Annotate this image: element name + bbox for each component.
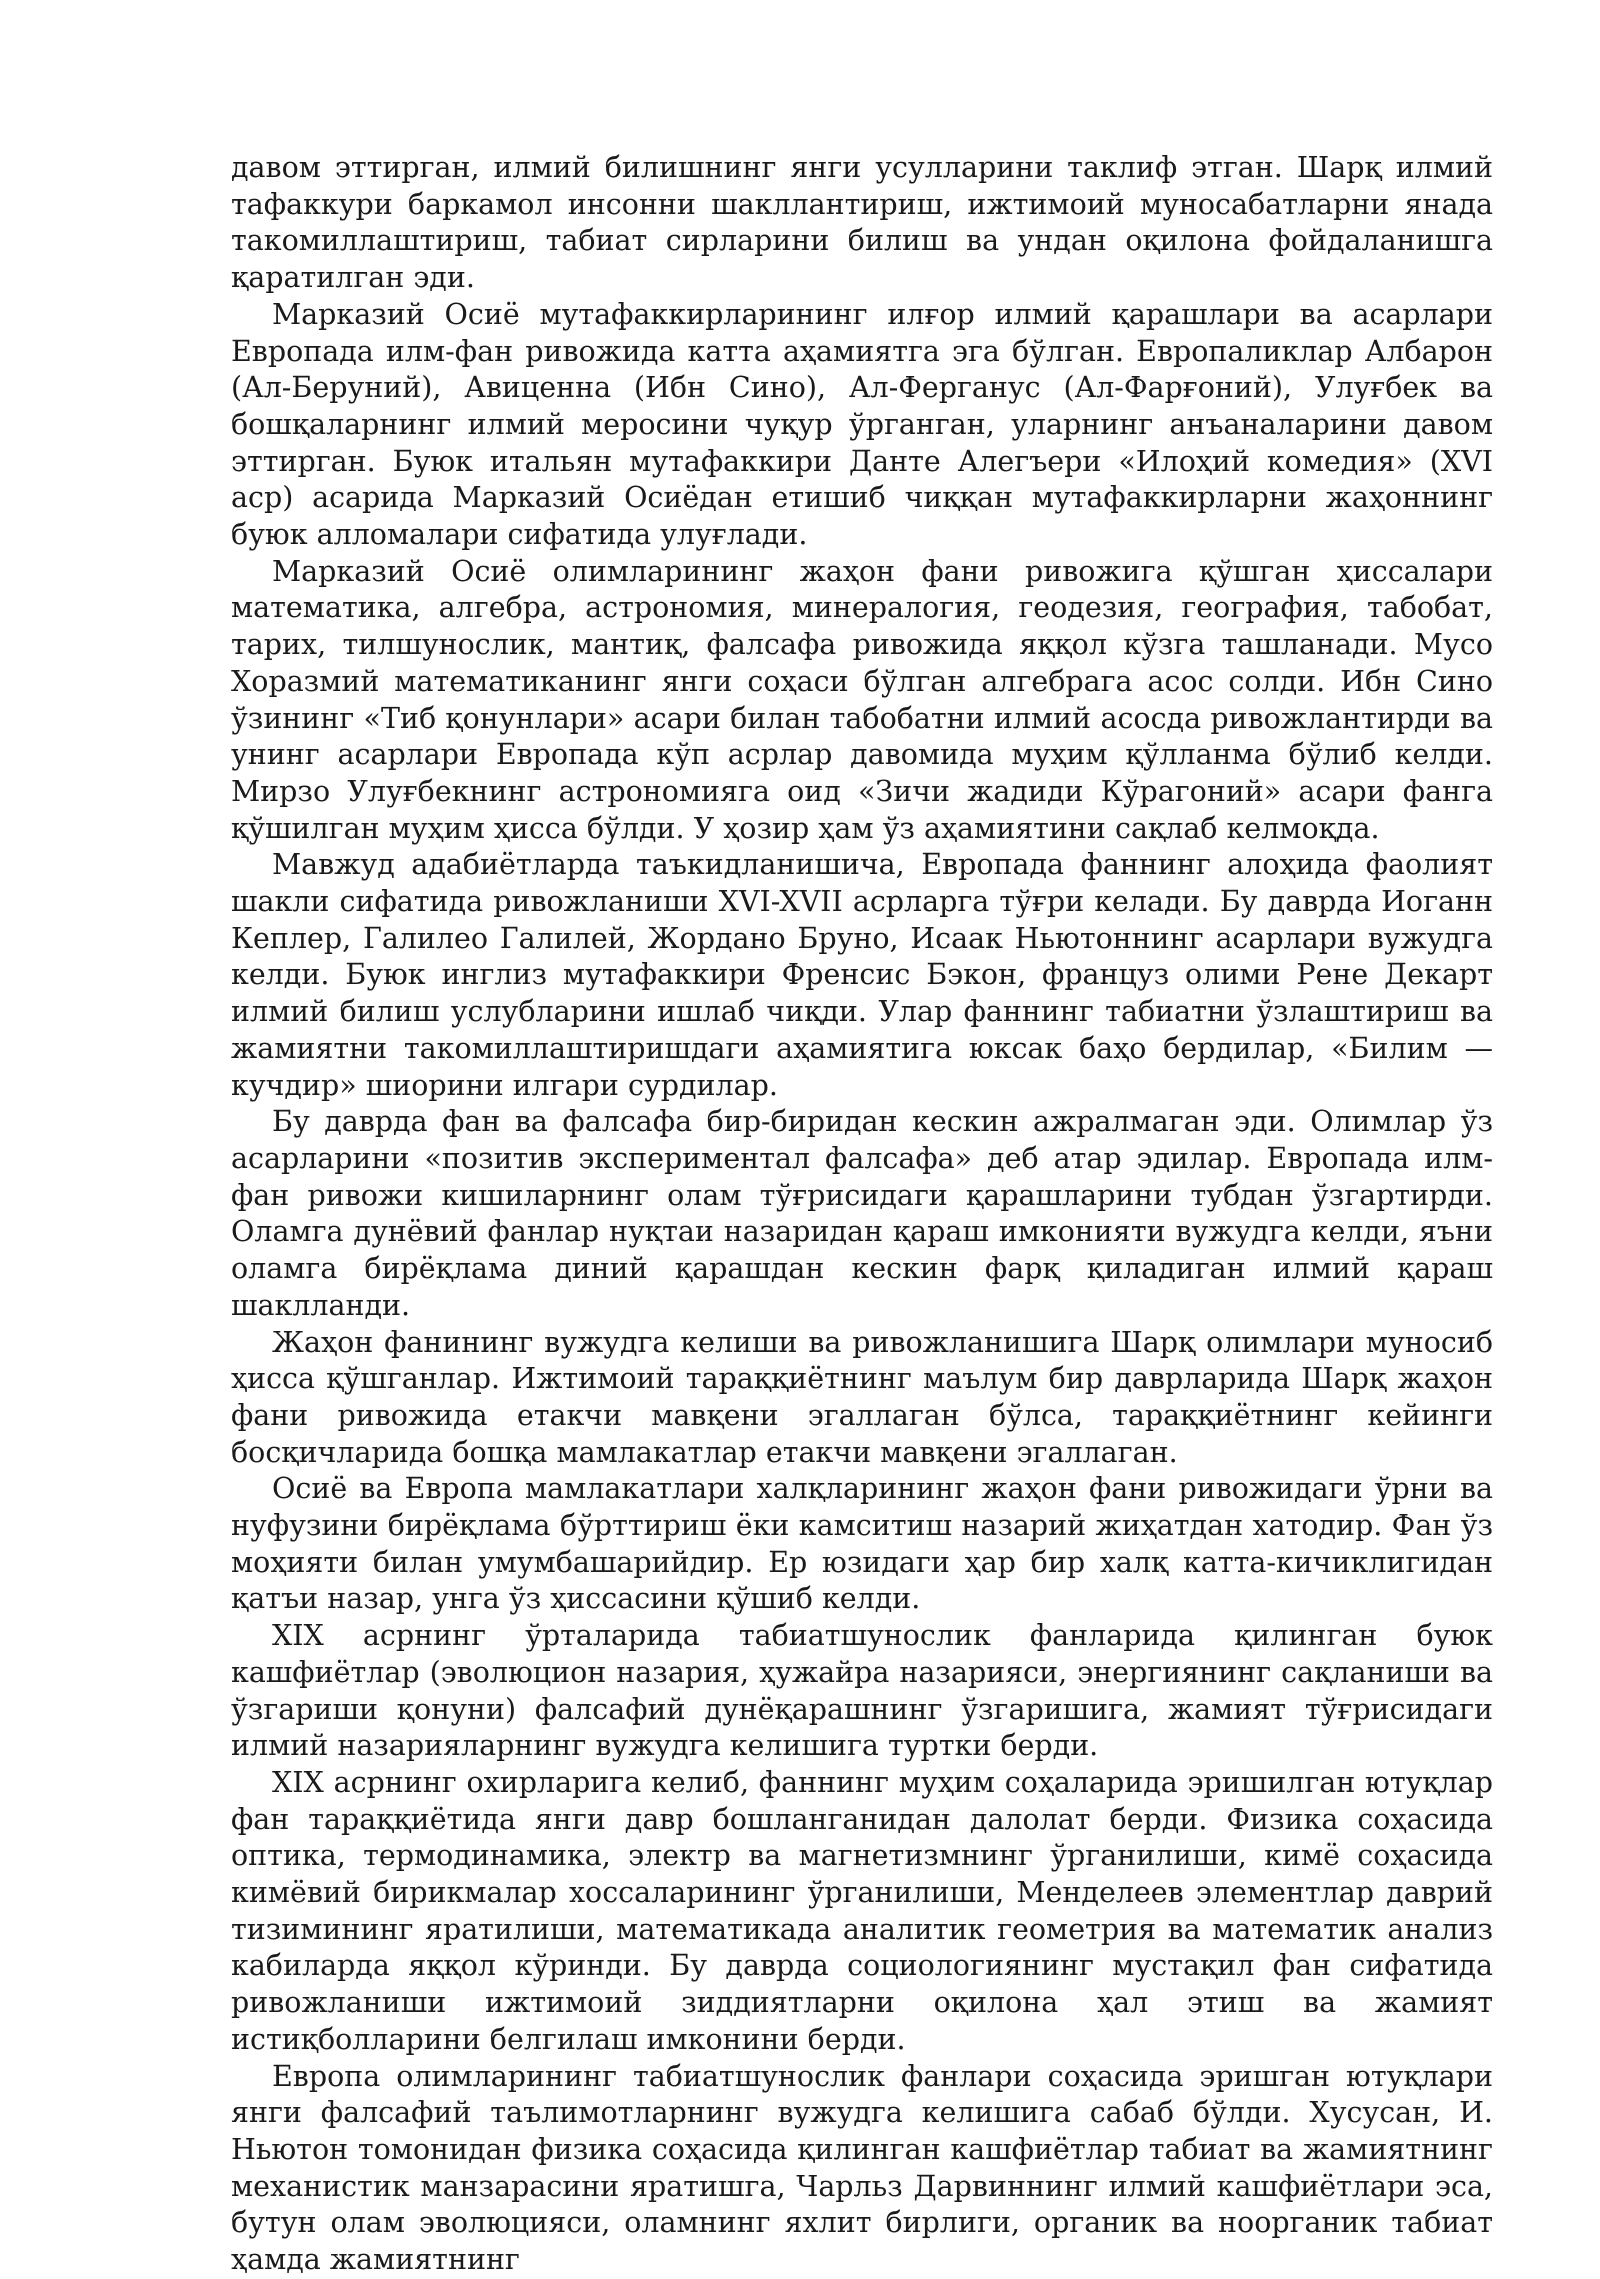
- paragraph-8: XIX асрнинг ўрталарида табиатшунослик фанларида қилинган буюк кашфиётлар (эволюцион назария, ҳужайра назарияси, энергиянинг сақланиши ва ўзгариши қонуни) фалсафий дунёқарашнинг ўзгаришига, жамият тўғрисидаги илмий назарияларнинг вужудга келишига туртки берди.: [231, 1619, 1493, 1763]
- paragraph-3: Марказий Осиё олимларининг жаҳон фани ривожига қўшган ҳиссалари математика, алгебра, астрономия, минералогия, геодезия, география, табобат, тарих, тилшунослик, мантиқ, фалсафа ривожида яққол кўзга ташланади. Мусо Хоразмий математиканинг янги соҳаси бўлган алгебрага асос солди. Ибн Сино ўзининг «Тиб қонунлари» асари билан табобатни илмий асосда ривожлантирди ва унинг асарлари Европада кўп асрлар давомида муҳим қўлланма бўлиб келди. Мирзо Улуғбекнинг астрономияга оид «Зичи жадиди Кўрагоний» асари фанга қўшилган муҳим ҳисса бўлди. У ҳозир ҳам ўз аҳамиятини сақлаб келмоқда.: [231, 554, 1493, 845]
- paragraph-10: Европа олимларининг табиатшунослик фанлари соҳасида эришган ютуқлари янги фалсафий таълимотларнинг вужудга келишига сабаб бўлди. Хусусан, И. Ньютон томонидан физика соҳасида қилинган кашфиётлар табиат ва жамиятнинг механистик манзарасини яратишга, Чарльз Дарвиннинг илмий кашфиётлари эса, бутун олам эволюцияси, оламнинг яхлит бирлиги, органик ва ноорганик табиат ҳамда жамиятнинг: [231, 2059, 1493, 2277]
- paragraph-6: Жаҳон фанининг вужудга келиши ва ривожланишига Шарқ олимлари муносиб ҳисса қўшганлар. Ижтимоий тараққиётнинг маълум бир даврларида Шарқ жаҳон фани ривожида етакчи мавқени эгаллаган бўлса, тараққиётнинг кейинги босқичларида бошқа мамлакатлар етакчи мавқени эгаллаган.: [231, 1325, 1493, 1469]
- paragraph-7: Осиё ва Европа мамлакатлари халқларининг жаҳон фани ривожидаги ўрни ва нуфузини бирёқлама бўрттириш ёки камситиш назарий жиҳатдан хатодир. Фан ўз моҳияти билан умумбашарийдир. Ер юзидаги ҳар бир халқ катта-кичиклигидан қатъи назар, унга ўз ҳиссасини қўшиб келди.: [231, 1472, 1493, 1616]
- paragraph-1: давом эттирган, илмий билишнинг янги усулларини таклиф этган. Шарқ илмий тафаккури баркамол инсонни шакллантириш, ижтимоий муносабатларни янада такомиллаштириш, табиат сирларини билиш ва ундан оқилона фойдаланишга қаратилган эди.: [231, 151, 1493, 295]
- document-page: [231, 150, 1493, 2279]
- paragraph-4: Мавжуд адабиётларда таъкидланишича, Европада фаннинг алоҳида фаолият шакли сифатида ривожланиши XVI-XVII асрларга тўғри келади. Бу даврда Иоганн Кеплер, Галилео Галилей, Жордано Бруно, Исаак Ньютоннинг асарлари вужудга келди. Буюк инглиз мутафаккири Френсис Бэкон, француз олими Рене Декарт илмий билиш услубларини ишлаб чиқди. Улар фаннинг табиатни ўзлаштириш ва жамиятни такомиллаштиришдаги аҳамиятига юксак баҳо бердилар, «Билим — кучдир» шиорини илгари сурдилар.: [231, 848, 1493, 1102]
- paragraph-5: Бу даврда фан ва фалсафа бир-биридан кескин ажралмаган эди. Олимлар ўз асарларини «позитив экспериментал фалсафа» деб атар эдилар. Европада илм-фан ривожи кишиларнинг олам тўғрисидаги қарашларини тубдан ўзгартирди. Оламга дунёвий фанлар нуқтаи назаридан қараш имконияти вужудга келди, яъни оламга бирёқлама диний қарашдан кескин фарқ қиладиган илмий қараш шаклланди.: [231, 1105, 1493, 1322]
- paragraph-2: Марказий Осиё мутафаккирларининг илғор илмий қарашлари ва асарлари Европада илм-фан ривожида катта аҳамиятга эга бўлган. Европаликлар Албарон (Ал-Беруний), Авиценна (Ибн Сино), Ал-Ферганус (Ал-Фарғоний), Улуғбек ва бошқаларнинг илмий меросини чуқур ўрганган, уларнинг анъаналарини давом эттирган. Буюк итальян мутафаккири Данте Алегъери «Илоҳий комедия» (XVI аср) асарида Марказий Осиёдан етишиб чиққан мутафаккирларни жаҳоннинг буюк алломалари сифатида улуғлади.: [231, 297, 1493, 552]
- paragraph-9: XIX асрнинг охирларига келиб, фаннинг муҳим соҳаларида эришилган ютуқлар фан тараққиётида янги давр бошланганидан далолат берди. Физика соҳасида оптика, термодинамика, электр ва магнетизмнинг ўрганилиши, кимё соҳасида кимёвий бирикмалар хоссаларининг ўрганилиши, Менделеев элементлар даврий тизимининг яратилиши, математикада аналитик геометрия ва математик анализ кабиларда яққол кўринди. Бу даврда социологиянинг мустақил фан сифатида ривожланиши ижтимоий зиддиятларни оқилона ҳал этиш ва жамият истиқболларини белгилаш имконини берди.: [231, 1765, 1493, 2056]
